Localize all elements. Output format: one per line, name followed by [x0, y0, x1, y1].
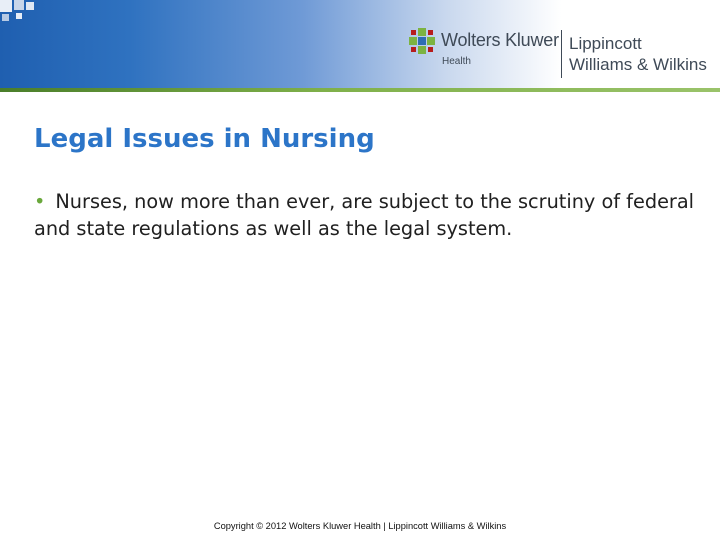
slide-body [34, 188, 714, 242]
copyright-footer: Copyright © 2012 Wolters Kluwer Health | Lippincott Williams & Wilkins [213, 521, 507, 531]
logo-health-text: Health [442, 56, 471, 67]
slide-title: Legal Issues in Nursing [34, 124, 375, 154]
decorative-squares [0, 0, 40, 22]
logo-wolters-kluwer-text: Wolters Kluwer [441, 30, 559, 50]
logo-lippincott-text: Lippincott [569, 34, 642, 53]
header-rule [0, 88, 720, 92]
bullet-icon: • [34, 190, 46, 213]
logo-williams-wilkins-text: Williams & Wilkins [569, 55, 707, 74]
header-band [0, 0, 720, 88]
wolters-kluwer-mark-icon [409, 28, 435, 54]
logo-divider [561, 30, 562, 78]
publisher-logo [405, 24, 717, 80]
bullet-text: Nurses, now more than ever, are subject to the scrutiny of federal and state regulations as well as the legal system. [34, 190, 695, 240]
